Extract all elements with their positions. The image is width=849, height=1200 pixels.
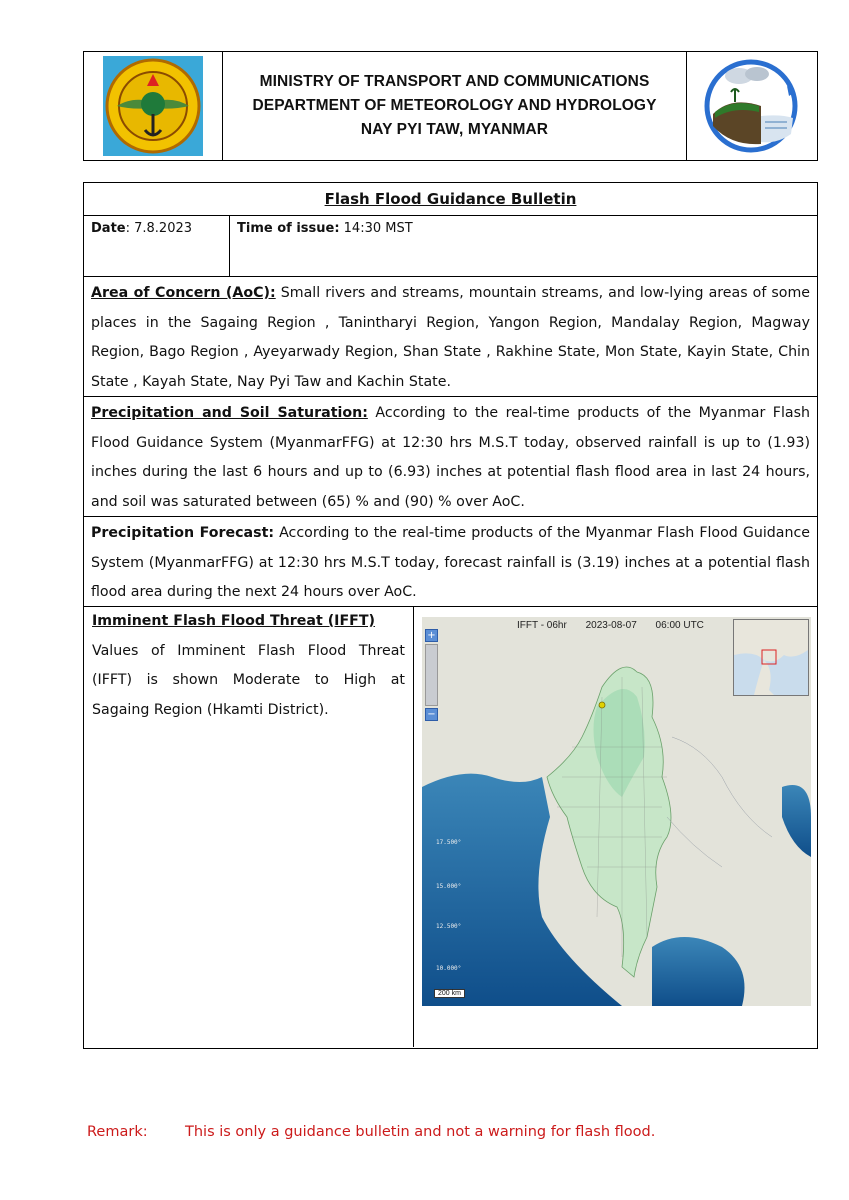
map-zoom-control bbox=[425, 629, 438, 721]
date-value: : 7.8.2023 bbox=[125, 221, 193, 236]
precipitation-soil-saturation bbox=[84, 397, 817, 517]
date-cell bbox=[84, 216, 230, 276]
date-label: Date bbox=[91, 221, 126, 236]
lat-label: 15.000° bbox=[436, 883, 462, 890]
ministry-name: MINISTRY OF TRANSPORT AND COMMUNICATIONS bbox=[259, 73, 650, 90]
lat-label: 10.000° bbox=[436, 965, 462, 972]
ministry-emblem-icon bbox=[103, 56, 203, 156]
map-date: 2023-08-07 bbox=[585, 620, 637, 631]
time-cell bbox=[230, 216, 817, 276]
area-of-concern bbox=[84, 277, 817, 397]
map-product: IFFT - 06hr bbox=[517, 620, 567, 631]
lat-label: 17.500° bbox=[436, 839, 462, 846]
zoom-slider[interactable] bbox=[425, 644, 438, 706]
aoc-label: Area of Concern (AoC): bbox=[91, 285, 276, 301]
location-name: NAY PYI TAW, MYANMAR bbox=[360, 121, 549, 138]
remark-label: Remark: bbox=[87, 1124, 148, 1140]
map-scale-bar: 200 km bbox=[434, 989, 465, 998]
department-name: DEPARTMENT OF METEOROLOGY AND HYDROLOGY bbox=[252, 97, 657, 114]
ifft-description: Values of Imminent Flash Flood Threat (IFFT) is shown Moderate to High at Sagaing Region (Hkamti District). bbox=[92, 642, 405, 718]
time-label: Time of issue: bbox=[237, 221, 340, 236]
ifft-map[interactable] bbox=[422, 617, 811, 1006]
ifft-text-cell bbox=[84, 607, 414, 1047]
water-cycle-logo-icon bbox=[701, 56, 803, 156]
zoom-out-button[interactable]: − bbox=[425, 708, 438, 721]
lat-label: 12.500° bbox=[436, 923, 462, 930]
map-cell bbox=[414, 607, 817, 1047]
dmh-logo-cell bbox=[686, 52, 817, 160]
map-time: 06:00 UTC bbox=[655, 620, 704, 631]
precip-label: Precipitation and Soil Saturation: bbox=[91, 405, 368, 421]
precip-text: According to the real-time products of the Myanmar Flash Flood Guidance System (MyanmarFFG) at 12:30 hrs M.S.T today, observed rainfall is up to (1.93) inches during the last 6 hours and up to (6.93) inches at potential flash flood area in last 24 hours, and soil was saturated between (65) % and (90) % over AoC. bbox=[91, 405, 810, 510]
bulletin-title: Flash Flood Guidance Bulletin bbox=[324, 190, 577, 208]
ministry-logo-cell bbox=[84, 52, 223, 160]
zoom-in-button[interactable]: + bbox=[425, 629, 438, 642]
map-caption bbox=[517, 620, 720, 631]
header-titles bbox=[223, 52, 686, 160]
overview-map-icon bbox=[734, 620, 808, 695]
forecast-text: According to the real-time products of the Myanmar Flash Flood Guidance System (MyanmarFFG) at 12:30 hrs M.S.T today, forecast rainfall is (3.19) inches at a potential flash flood area during the next 24 hours over AoC. bbox=[91, 525, 811, 600]
bulletin-title-row bbox=[84, 183, 817, 216]
date-time-row bbox=[84, 216, 817, 277]
header bbox=[83, 51, 818, 161]
time-value: 14:30 MST bbox=[339, 221, 413, 236]
forecast-label: Precipitation Forecast: bbox=[91, 525, 275, 541]
aoc-text: Small rivers and streams, mountain streams, and low-lying areas of some places in the Sagaing Region , Tanintharyi Region, Yangon Region, Mandalay Region, Magway Region, Bago Region , Ayeyarwady Region, Shan State , Rakhine State, Mon State, Kayin State, Chin State , Kayah State, Nay Pyi Taw and Kachin State. bbox=[91, 285, 810, 390]
remark bbox=[87, 1124, 655, 1140]
ifft-row bbox=[84, 607, 817, 1047]
remark-text: This is only a guidance bulletin and not a warning for flash flood. bbox=[185, 1124, 656, 1140]
ifft-title: Imminent Flash Flood Threat (IFFT) bbox=[92, 613, 376, 629]
bulletin-table bbox=[83, 182, 818, 1049]
map-overview-inset[interactable] bbox=[733, 619, 809, 696]
precipitation-forecast bbox=[84, 517, 817, 607]
